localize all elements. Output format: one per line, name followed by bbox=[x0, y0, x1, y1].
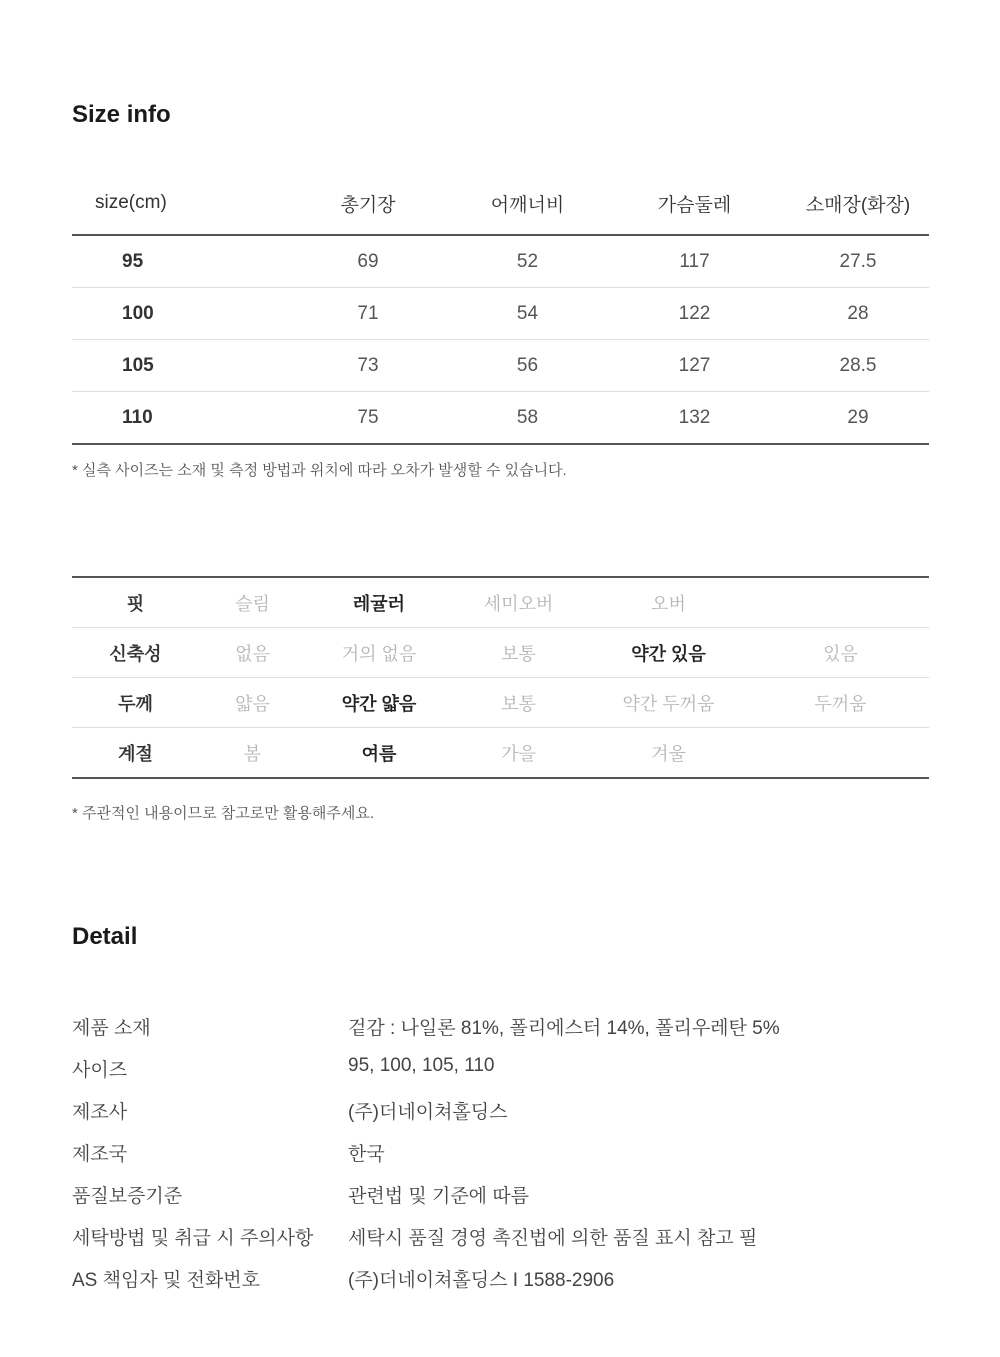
attribute-option: 있음 bbox=[752, 628, 929, 678]
table-row bbox=[72, 235, 929, 288]
detail-value: 관련법 및 기준에 따름 bbox=[348, 1186, 530, 1207]
attribute-row bbox=[72, 577, 929, 628]
detail-value: 겉감 : 나일론 81%, 폴리에스터 14%, 폴리우레탄 5% bbox=[348, 1018, 780, 1039]
size-cell: 58 bbox=[453, 392, 602, 445]
attribute-option: 약간 두꺼움 bbox=[585, 678, 752, 728]
attribute-option: 레귤러 bbox=[306, 577, 452, 628]
size-cell: 95 bbox=[72, 235, 283, 288]
detail-value: (주)더네이쳐홀딩스 bbox=[348, 1102, 508, 1123]
attribute-row bbox=[72, 678, 929, 728]
attribute-option: 거의 없음 bbox=[306, 628, 452, 678]
attribute-option: 슬림 bbox=[199, 577, 306, 628]
attribute-option: 겨울 bbox=[585, 728, 752, 779]
size-cell: 100 bbox=[72, 288, 283, 340]
size-cell: 105 bbox=[72, 340, 283, 392]
detail-key: 제품 소재 bbox=[72, 1018, 151, 1039]
table-row bbox=[72, 392, 929, 445]
size-cell: 56 bbox=[453, 340, 602, 392]
attribute-option: 약간 얇음 bbox=[306, 678, 452, 728]
attribute-option bbox=[752, 728, 929, 779]
size-table-header-cell: 어깨너비 bbox=[453, 172, 602, 235]
size-cell: 28 bbox=[787, 288, 929, 340]
size-cell: 122 bbox=[602, 288, 787, 340]
size-cell: 110 bbox=[72, 392, 283, 445]
detail-key: 사이즈 bbox=[72, 1060, 128, 1081]
attribute-option: 얇음 bbox=[199, 678, 306, 728]
attribute-option: 세미오버 bbox=[452, 577, 585, 628]
size-table-header-cell: 총기장 bbox=[283, 172, 453, 235]
size-info-title: Size info bbox=[72, 101, 171, 128]
size-cell: 54 bbox=[453, 288, 602, 340]
size-cell: 73 bbox=[283, 340, 453, 392]
attribute-option bbox=[752, 577, 929, 628]
detail-key: 세탁방법 및 취급 시 주의사항 bbox=[72, 1228, 314, 1249]
attribute-table bbox=[72, 576, 929, 779]
detail-key: 품질보증기준 bbox=[72, 1186, 183, 1207]
detail-value: (주)더네이쳐홀딩스 I 1588-2906 bbox=[348, 1270, 615, 1291]
size-table-header-cell: 가슴둘레 bbox=[602, 172, 787, 235]
attribute-row bbox=[72, 728, 929, 779]
attribute-label: 핏 bbox=[72, 577, 199, 628]
attribute-option: 약간 있음 bbox=[585, 628, 752, 678]
size-cell: 75 bbox=[283, 392, 453, 445]
size-table-header bbox=[72, 172, 929, 235]
attribute-option: 여름 bbox=[306, 728, 452, 779]
attribute-row bbox=[72, 628, 929, 678]
size-table-header-cell: size(cm) bbox=[72, 172, 283, 235]
size-cell: 69 bbox=[283, 235, 453, 288]
detail-key: AS 책임자 및 전화번호 bbox=[72, 1270, 261, 1291]
detail-key: 제조국 bbox=[72, 1144, 128, 1165]
size-table bbox=[72, 172, 929, 445]
attribute-option: 가을 bbox=[452, 728, 585, 779]
size-cell: 117 bbox=[602, 235, 787, 288]
table-row bbox=[72, 340, 929, 392]
table-row bbox=[72, 288, 929, 340]
attribute-option: 없음 bbox=[199, 628, 306, 678]
attribute-label: 계절 bbox=[72, 728, 199, 779]
attribute-option: 오버 bbox=[585, 577, 752, 628]
size-cell: 52 bbox=[453, 235, 602, 288]
attribute-option: 보통 bbox=[452, 678, 585, 728]
size-cell: 28.5 bbox=[787, 340, 929, 392]
size-cell: 27.5 bbox=[787, 235, 929, 288]
attribute-option: 보통 bbox=[452, 628, 585, 678]
detail-key: 제조사 bbox=[72, 1102, 128, 1123]
detail-value: 한국 bbox=[348, 1144, 385, 1165]
attribute-option: 두꺼움 bbox=[752, 678, 929, 728]
size-cell: 71 bbox=[283, 288, 453, 340]
size-note: * 실측 사이즈는 소재 및 측정 방법과 위치에 따라 오차가 발생할 수 있습니다. bbox=[72, 462, 567, 479]
size-cell: 29 bbox=[787, 392, 929, 445]
attribute-note: * 주관적인 내용이므로 참고로만 활용해주세요. bbox=[72, 805, 374, 822]
size-cell: 127 bbox=[602, 340, 787, 392]
attribute-option: 봄 bbox=[199, 728, 306, 779]
attribute-label: 신축성 bbox=[72, 628, 199, 678]
attribute-label: 두께 bbox=[72, 678, 199, 728]
detail-title: Detail bbox=[72, 923, 138, 950]
size-table-header-cell: 소매장(화장) bbox=[787, 172, 929, 235]
size-cell: 132 bbox=[602, 392, 787, 445]
detail-value: 95, 100, 105, 110 bbox=[348, 1055, 495, 1076]
detail-value: 세탁시 품질 경영 촉진법에 의한 품질 표시 참고 필 bbox=[348, 1228, 758, 1249]
